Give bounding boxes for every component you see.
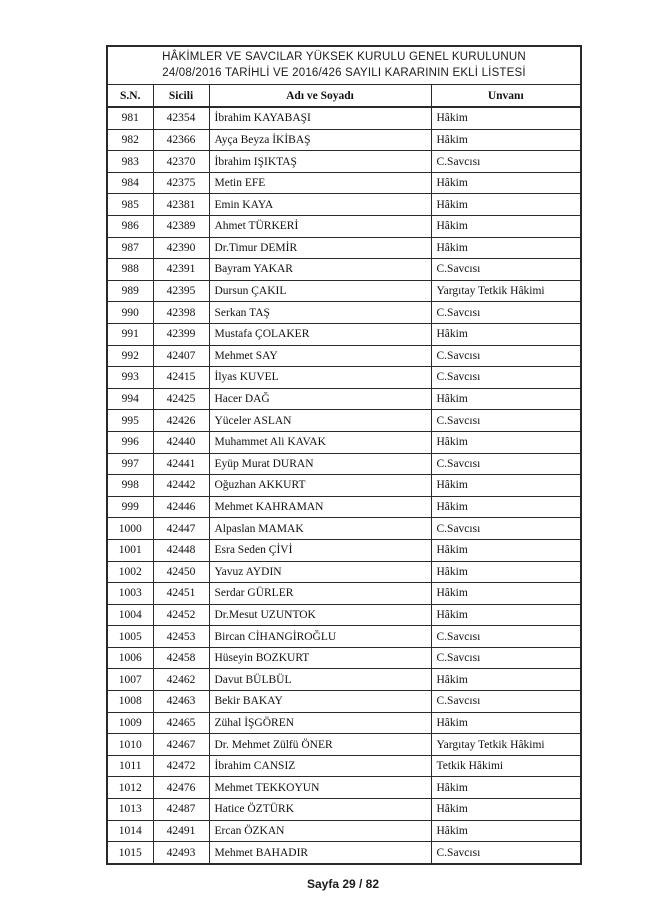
table-row [107, 453, 581, 475]
row-name: Mehmet BAHADIR [209, 842, 431, 864]
table-row [107, 302, 581, 324]
row-sn: 984 [107, 172, 153, 194]
row-title: Hâkim [431, 799, 581, 821]
table-row [107, 194, 581, 216]
row-sicil: 42381 [153, 194, 209, 216]
row-name: Alpaslan MAMAK [209, 518, 431, 540]
row-sn: 997 [107, 453, 153, 475]
row-sicil: 42425 [153, 388, 209, 410]
row-sicil: 42463 [153, 691, 209, 713]
row-name: Mustafa ÇOLAKER [209, 323, 431, 345]
row-title: Hâkim [431, 388, 581, 410]
row-name: Bircan CİHANGİROĞLU [209, 626, 431, 648]
row-name: Yavuz AYDIN [209, 561, 431, 583]
row-name: Muhammet Ali KAVAK [209, 431, 431, 453]
row-sn: 1014 [107, 820, 153, 842]
row-sn: 990 [107, 302, 153, 324]
table-row [107, 172, 581, 194]
row-title: Hâkim [431, 539, 581, 561]
table-title-line1: HÂKİMLER VE SAVCILAR YÜKSEK KURULU GENEL KURULUNUN [162, 51, 526, 63]
row-sicil: 42398 [153, 302, 209, 324]
row-title: Hâkim [431, 107, 581, 129]
row-name: Dr.Timur DEMİR [209, 237, 431, 259]
table-title-line2: 24/08/2016 TARİHLİ VE 2016/426 SAYILI KARARININ EKLİ LİSTESİ [162, 66, 526, 79]
row-title: C.Savcısı [431, 453, 581, 475]
table-title-row [107, 46, 581, 85]
row-title: Hâkim [431, 172, 581, 194]
row-sn: 1003 [107, 583, 153, 605]
table-row [107, 129, 581, 151]
row-sn: 983 [107, 151, 153, 173]
row-name: Serdar GÜRLER [209, 583, 431, 605]
table-row [107, 734, 581, 756]
row-sn: 1006 [107, 647, 153, 669]
row-sicil: 42395 [153, 280, 209, 302]
row-sn: 998 [107, 475, 153, 497]
row-sn: 1012 [107, 777, 153, 799]
row-title: Hâkim [431, 194, 581, 216]
row-sn: 1009 [107, 712, 153, 734]
table-row [107, 820, 581, 842]
row-title: C.Savcısı [431, 151, 581, 173]
row-sicil: 42491 [153, 820, 209, 842]
table-row [107, 561, 581, 583]
row-name: Hüseyin BOZKURT [209, 647, 431, 669]
row-title: Hâkim [431, 561, 581, 583]
column-header-row [107, 85, 581, 108]
row-name: Esra Seden ÇİVİ [209, 539, 431, 561]
row-sn: 1007 [107, 669, 153, 691]
table-row [107, 367, 581, 389]
row-sn: 992 [107, 345, 153, 367]
row-sn: 996 [107, 431, 153, 453]
row-sicil: 42448 [153, 539, 209, 561]
row-title: C.Savcısı [431, 302, 581, 324]
row-sicil: 42375 [153, 172, 209, 194]
row-name: Dr.Mesut UZUNTOK [209, 604, 431, 626]
col-header-sicil: Sicili [153, 85, 209, 108]
row-title: Hâkim [431, 777, 581, 799]
row-name: Zühal İŞGÖREN [209, 712, 431, 734]
table-row [107, 583, 581, 605]
row-title: C.Savcısı [431, 367, 581, 389]
row-name: İlyas KUVEL [209, 367, 431, 389]
row-name: İbrahim KAYABAŞI [209, 107, 431, 129]
row-sn: 986 [107, 216, 153, 238]
row-name: Davut BÜLBÜL [209, 669, 431, 691]
row-title: Hâkim [431, 431, 581, 453]
row-sn: 1004 [107, 604, 153, 626]
row-title: C.Savcısı [431, 691, 581, 713]
table-row [107, 388, 581, 410]
row-sicil: 42442 [153, 475, 209, 497]
table-row [107, 691, 581, 713]
row-name: Mehmet KAHRAMAN [209, 496, 431, 518]
row-sn: 981 [107, 107, 153, 129]
row-sicil: 42458 [153, 647, 209, 669]
row-title: Hâkim [431, 216, 581, 238]
row-title: Hâkim [431, 712, 581, 734]
row-sicil: 42447 [153, 518, 209, 540]
row-sicil: 42467 [153, 734, 209, 756]
page-number: Sayfa 29 / 82 [306, 877, 380, 891]
row-sn: 1000 [107, 518, 153, 540]
row-name: Ercan ÖZKAN [209, 820, 431, 842]
table-row [107, 410, 581, 432]
table-row [107, 496, 581, 518]
row-sn: 1008 [107, 691, 153, 713]
row-sicil: 42390 [153, 237, 209, 259]
table-row [107, 539, 581, 561]
table-row [107, 626, 581, 648]
table-body [107, 107, 581, 864]
row-title: Hâkim [431, 583, 581, 605]
row-sn: 995 [107, 410, 153, 432]
row-name: Bekir BAKAY [209, 691, 431, 713]
row-name: Hatice ÖZTÜRK [209, 799, 431, 821]
table-row [107, 280, 581, 302]
row-name: Ahmet TÜRKERİ [209, 216, 431, 238]
row-sn: 999 [107, 496, 153, 518]
row-sicil: 42487 [153, 799, 209, 821]
row-sn: 988 [107, 259, 153, 281]
row-title: Hâkim [431, 820, 581, 842]
row-sn: 1001 [107, 539, 153, 561]
table-row [107, 604, 581, 626]
table-row [107, 345, 581, 367]
table-row [107, 799, 581, 821]
row-name: İbrahim CANSIZ [209, 755, 431, 777]
row-name: Oğuzhan AKKURT [209, 475, 431, 497]
row-sicil: 42465 [153, 712, 209, 734]
table-row [107, 259, 581, 281]
row-name: Emin KAYA [209, 194, 431, 216]
row-title: C.Savcısı [431, 345, 581, 367]
row-title: C.Savcısı [431, 842, 581, 864]
row-sicil: 42426 [153, 410, 209, 432]
row-sn: 1005 [107, 626, 153, 648]
row-sn: 989 [107, 280, 153, 302]
table-row [107, 755, 581, 777]
row-sn: 987 [107, 237, 153, 259]
row-sicil: 42446 [153, 496, 209, 518]
row-title: C.Savcısı [431, 626, 581, 648]
row-sicil: 42354 [153, 107, 209, 129]
row-sicil: 42452 [153, 604, 209, 626]
col-header-sn: S.N. [107, 85, 153, 108]
row-sn: 1002 [107, 561, 153, 583]
row-sicil: 42415 [153, 367, 209, 389]
row-title: Yargıtay Tetkik Hâkimi [431, 280, 581, 302]
row-sicil: 42407 [153, 345, 209, 367]
row-name: Mehmet SAY [209, 345, 431, 367]
row-title: C.Savcısı [431, 647, 581, 669]
row-sicil: 42453 [153, 626, 209, 648]
table-row [107, 237, 581, 259]
row-name: Eyüp Murat DURAN [209, 453, 431, 475]
row-name: Serkan TAŞ [209, 302, 431, 324]
table-row [107, 216, 581, 238]
row-title: Hâkim [431, 496, 581, 518]
row-sicil: 42366 [153, 129, 209, 151]
row-sicil: 42450 [153, 561, 209, 583]
row-title: Tetkik Hâkimi [431, 755, 581, 777]
row-name: Dursun ÇAKIL [209, 280, 431, 302]
row-name: Ayça Beyza İKİBAŞ [209, 129, 431, 151]
row-sn: 991 [107, 323, 153, 345]
table-row [107, 669, 581, 691]
table-row [107, 475, 581, 497]
table-row [107, 518, 581, 540]
row-sicil: 42451 [153, 583, 209, 605]
row-sicil: 42389 [153, 216, 209, 238]
table-row [107, 323, 581, 345]
row-sn: 1015 [107, 842, 153, 864]
table-row [107, 842, 581, 864]
row-sicil: 42476 [153, 777, 209, 799]
row-sicil: 42391 [153, 259, 209, 281]
row-sn: 1010 [107, 734, 153, 756]
row-sicil: 42462 [153, 669, 209, 691]
row-sn: 982 [107, 129, 153, 151]
row-title: Hâkim [431, 669, 581, 691]
row-sn: 985 [107, 194, 153, 216]
col-header-title: Unvanı [431, 85, 581, 108]
row-title: Hâkim [431, 475, 581, 497]
table-row [107, 777, 581, 799]
row-name: İbrahim IŞIKTAŞ [209, 151, 431, 173]
row-sn: 1011 [107, 755, 153, 777]
table-row [107, 712, 581, 734]
row-name: Metin EFE [209, 172, 431, 194]
row-sicil: 42441 [153, 453, 209, 475]
row-name: Hacer DAĞ [209, 388, 431, 410]
table-row [107, 647, 581, 669]
row-name: Dr. Mehmet Zülfü ÖNER [209, 734, 431, 756]
row-title: Hâkim [431, 604, 581, 626]
row-title: Hâkim [431, 323, 581, 345]
row-sicil: 42399 [153, 323, 209, 345]
row-sn: 993 [107, 367, 153, 389]
row-sicil: 42493 [153, 842, 209, 864]
row-name: Mehmet TEKKOYUN [209, 777, 431, 799]
row-title: C.Savcısı [431, 410, 581, 432]
row-name: Yüceler ASLAN [209, 410, 431, 432]
table-row [107, 107, 581, 129]
row-sn: 994 [107, 388, 153, 410]
row-sn: 1013 [107, 799, 153, 821]
row-title: Hâkim [431, 129, 581, 151]
row-sicil: 42440 [153, 431, 209, 453]
row-sicil: 42370 [153, 151, 209, 173]
table-title [107, 46, 581, 85]
row-title: Hâkim [431, 237, 581, 259]
table-row [107, 431, 581, 453]
row-title: C.Savcısı [431, 518, 581, 540]
col-header-name: Adı ve Soyadı [209, 85, 431, 108]
row-name: Bayram YAKAR [209, 259, 431, 281]
row-title: Yargıtay Tetkik Hâkimi [431, 734, 581, 756]
personnel-table [106, 45, 582, 865]
row-sicil: 42472 [153, 755, 209, 777]
table-row [107, 151, 581, 173]
row-title: C.Savcısı [431, 259, 581, 281]
